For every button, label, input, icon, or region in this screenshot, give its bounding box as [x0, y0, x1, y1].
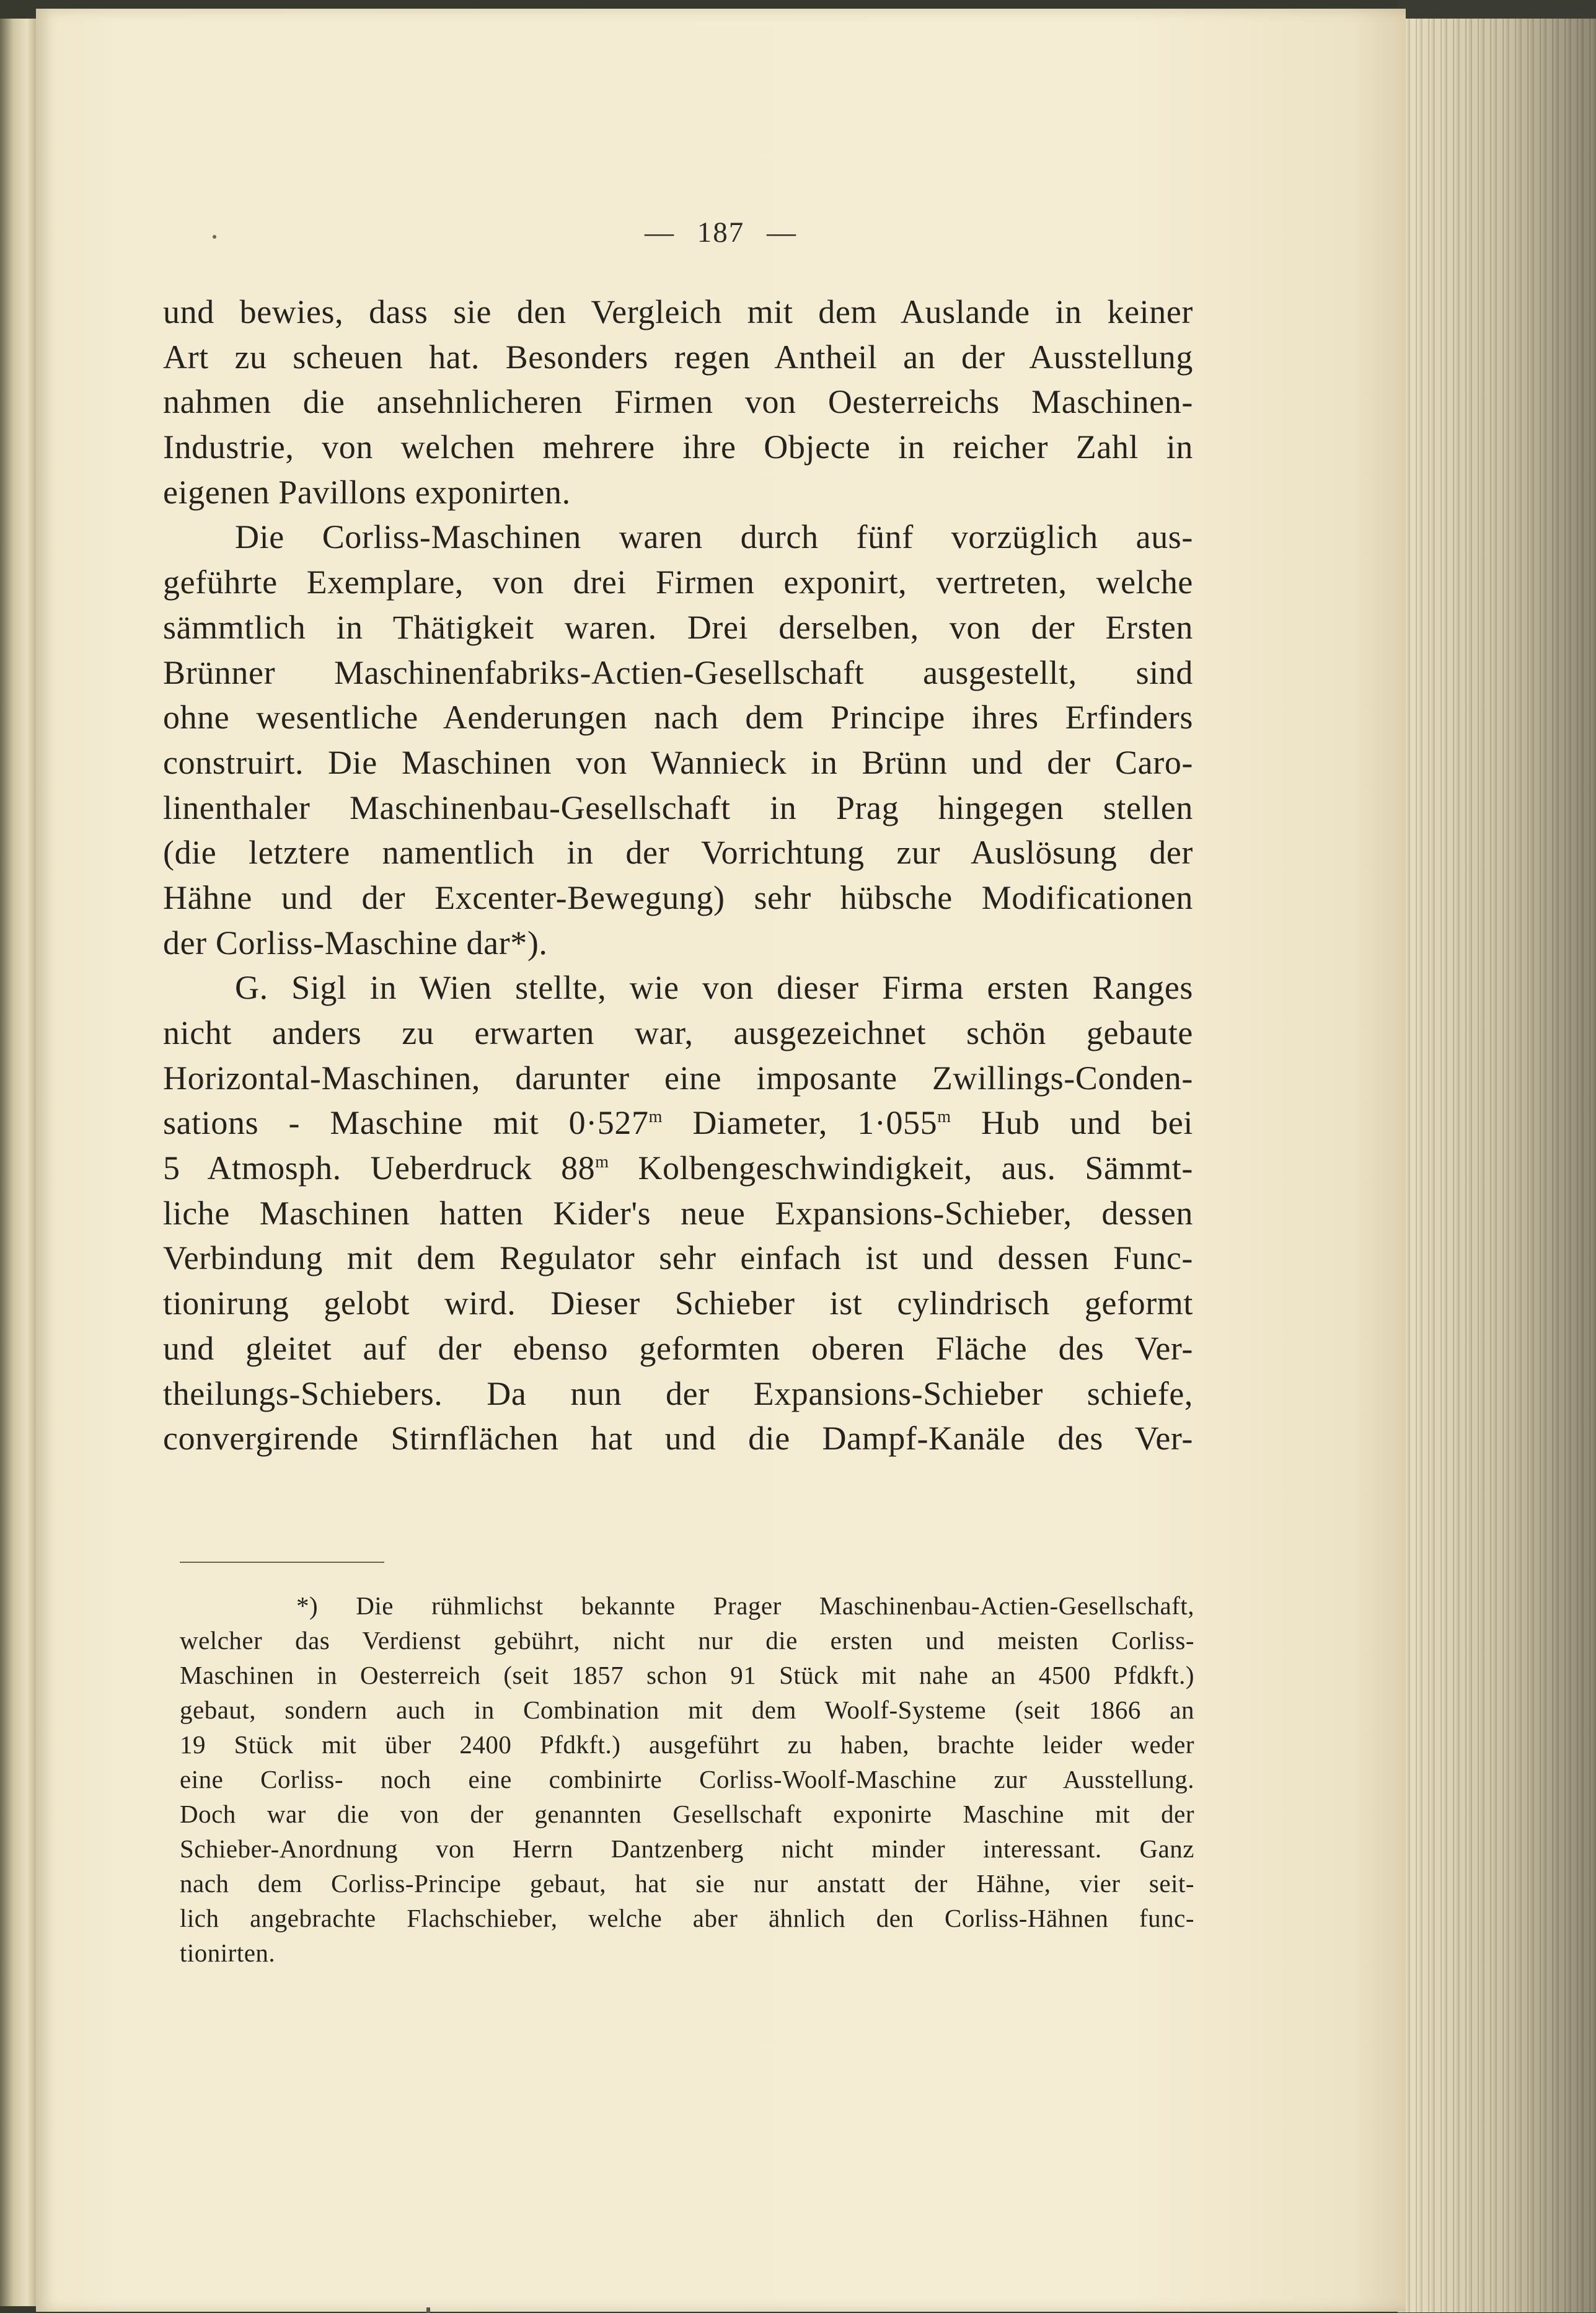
body-line: ohne wesentliche Aenderungen nach dem Principe ihres Erfinders	[163, 699, 1193, 736]
body-line: Horizontal-Maschinen, darunter eine imposante Zwillings-Conden-	[163, 1059, 1193, 1097]
body-line: Die Corliss-Maschinen waren durch fünf vorzüglich aus-	[235, 518, 1193, 556]
text-run: Diameter, 1·055	[663, 1104, 938, 1142]
body-line: Art zu scheuen hat. Besonders regen Antheil an der Ausstellung	[163, 338, 1193, 376]
bottom-mark	[426, 2307, 430, 2313]
footnote-line: gebaut, sondern auch in Combination mit dem Woolf-Systeme (seit 1866 an	[180, 1696, 1194, 1724]
text-run: 5 Atmosph. Ueberdruck 88	[163, 1149, 596, 1187]
text-run: Kolbengeschwindigkeit, aus. Sämmt-	[609, 1149, 1193, 1187]
body-line: tionirung gelobt wird. Dieser Schieber ist cylindrisch geformt	[163, 1285, 1193, 1322]
footnote-line: Doch war die von der genannten Gesellschaft exponirte Maschine mit der	[180, 1800, 1194, 1828]
body-text	[163, 290, 1193, 1461]
body-line: nahmen die ansehnlicheren Firmen von Oesterreichs Maschinen-	[163, 383, 1193, 421]
previous-page-edge	[0, 19, 38, 2306]
footnote-line: welcher das Verdienst gebührt, nicht nur die ersten und meisten Corliss-	[180, 1626, 1194, 1655]
book-page-edges-shade	[1398, 19, 1596, 2312]
page-number: — 187 —	[645, 216, 797, 249]
body-line: construirt. Die Maschinen von Wannieck in Brünn und der Caro-	[163, 743, 1193, 781]
body-line: convergirende Stirnflächen hat und die Dampf-Kanäle des Ver-	[163, 1420, 1193, 1457]
book-page	[36, 9, 1406, 2312]
footnote-line: Maschinen in Oesterreich (seit 1857 schon 91 Stück mit nahe an 4500 Pfdkft.)	[180, 1661, 1194, 1689]
page-edges-top-shadow	[1398, 0, 1596, 21]
footnote-line: Schieber-Anordnung von Herrn Dantzenberg nicht minder interessant. Ganz	[180, 1834, 1194, 1863]
footnote-line: nach dem Corliss-Principe gebaut, hat sie nur anstatt der Hähne, vier seit-	[180, 1869, 1194, 1898]
unit-superscript: m	[595, 1152, 609, 1172]
body-line: sämmtlich in Thätigkeit waren. Drei derselben, von der Ersten	[163, 608, 1193, 646]
body-line: linenthaler Maschinenbau-Gesellschaft in Prag hingegen stellen	[163, 789, 1193, 826]
body-line: (die letztere namentlich in der Vorrichtung zur Auslösung der	[163, 834, 1193, 872]
footnote-line: eine Corliss- noch eine combinirte Corliss-Woolf-Maschine zur Ausstellung.	[180, 1765, 1194, 1793]
footnote-line: lich angebrachte Flachschieber, welche aber ähnlich den Corliss-Hähnen func-	[180, 1904, 1194, 1932]
footnote-line: tionirten.	[180, 1939, 276, 1967]
body-line: liche Maschinen hatten Kider's neue Expansions-Schieber, dessen	[163, 1194, 1193, 1232]
body-line: theilungs-Schiebers. Da nun der Expansions-Schieber schiefe,	[163, 1374, 1193, 1412]
body-line-with-units	[163, 1146, 1193, 1191]
body-line: G. Sigl in Wien stellte, wie von dieser Firma ersten Ranges	[235, 969, 1193, 1007]
footnote	[180, 1588, 1194, 1970]
footnote-line: *) Die rühmlichst bekannte Prager Maschinenbau-Actien-Gesellschaft,	[296, 1591, 1194, 1620]
body-line: Industrie, von welchen mehrere ihre Objecte in reicher Zahl in	[163, 428, 1193, 466]
body-line: und bewies, dass sie den Vergleich mit dem Auslande in keiner	[163, 293, 1193, 330]
footnote-line: 19 Stück mit über 2400 Pfdkft.) ausgeführt zu haben, brachte leider weder	[180, 1730, 1194, 1759]
body-line-with-units	[163, 1100, 1193, 1146]
body-line: der Corliss-Maschine dar*).	[163, 924, 548, 962]
unit-superscript: m	[648, 1107, 663, 1127]
body-line: Verbindung mit dem Regulator sehr einfach ist und dessen Func-	[163, 1239, 1193, 1277]
body-line: geführte Exemplare, von drei Firmen exponirt, vertreten, welche	[163, 564, 1193, 601]
footnote-rule	[180, 1562, 384, 1563]
unit-superscript: m	[937, 1107, 951, 1127]
text-run: Hub und bei	[951, 1104, 1193, 1142]
body-line: nicht anders zu erwarten war, ausgezeichnet schön gebaute	[163, 1014, 1193, 1051]
body-line: Brünner Maschinenfabriks-Actien-Gesellschaft ausgestellt, sind	[163, 653, 1193, 691]
body-line: eigenen Pavillons exponirten.	[163, 473, 571, 511]
body-line: Hähne und der Excenter-Bewegung) sehr hübsche Modificationen	[163, 878, 1193, 916]
text-run: sations - Maschine mit 0·527	[163, 1104, 649, 1142]
body-line: und gleitet auf der ebenso geformten oberen Fläche des Ver-	[163, 1329, 1193, 1367]
